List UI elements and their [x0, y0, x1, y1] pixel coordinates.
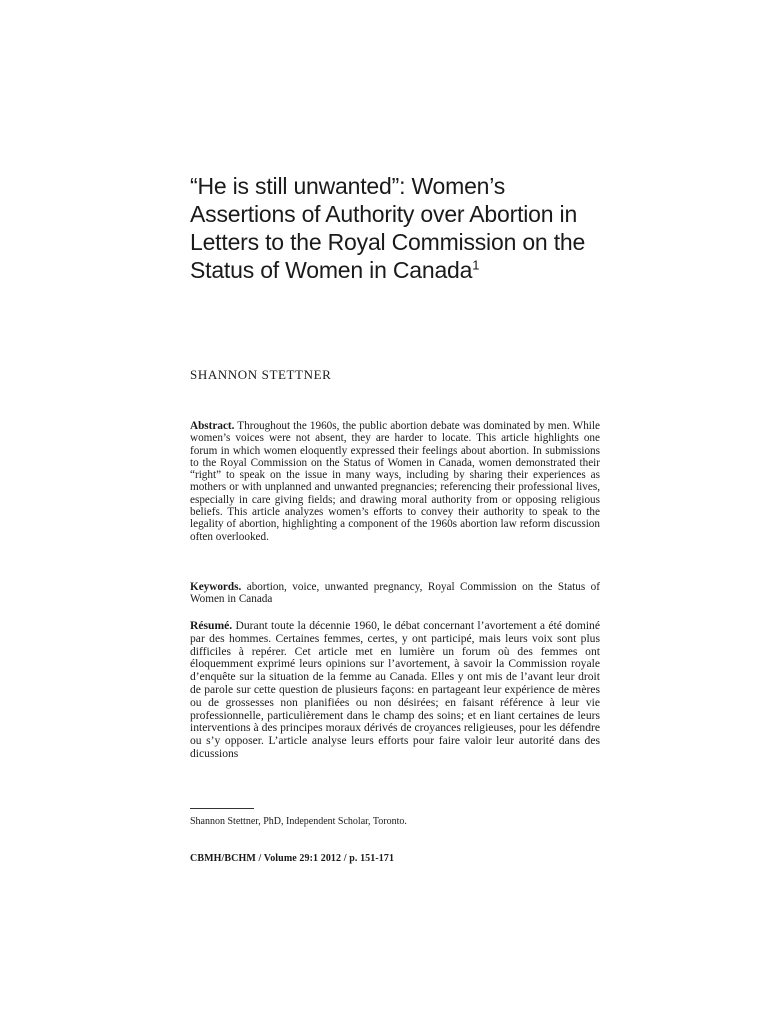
footnote-divider: [190, 808, 254, 809]
author-name: SHANNON STETTNER: [190, 367, 332, 382]
abstract-label: Abstract.: [190, 420, 235, 432]
keywords-text: abortion, voice, unwanted pregnancy, Royal Commission on the Status of Women in Canada: [190, 581, 601, 606]
author-footnote: Shannon Stettner, PhD, Independent Scholar, Toronto.: [190, 816, 407, 827]
resume-label: Résumé.: [190, 619, 233, 632]
title-footnote-marker: 1: [472, 257, 480, 273]
keywords-paragraph: [190, 581, 600, 606]
abstract-paragraph: [190, 420, 600, 543]
abstract-text: Throughout the 1960s, the public abortion debate was dominated by men. While women’s voices were not absent, they are harder to locate. This article highlights one forum in which women eloquently expressed their feelings about abortion. In submissions to the Royal Commission on the Status of Women in Canada, women demonstrated their “right” to speak on the issue in many ways, including by sharing their experiences as mothers or with unplanned and unwanted pregnancies; referencing their professional lives, especially in care giving fields; and drawing moral authority from or opposing religious beliefs. This article analyzes women’s efforts to convey their authority to speak to the legality of abortion, highlighting a component of the 1960s abortion law reform discussion often overlooked.: [190, 420, 600, 543]
resume-paragraph: [190, 620, 600, 761]
resume-text: Durant toute la décennie 1960, le débat concernant l’avortement a été dominé par des hommes. Certaines femmes, certes, y ont participé, mais leurs voix sont plus difficiles à repérer. Cet article met en lumière un forum où des femmes ont éloquemment exprimé leurs opinions sur l’avortement, à savoir la Commission royale d’enquête sur la situation de la femme au Canada. Elles y ont mis de l’avant leur droit de parole sur cette question de plusieurs façons: en partageant leur expérience de mères ou de grossesses non planifiées ou non désirées; en faisant référence à leur vie professionnelle, particulièrement dans le champ des soins; et en liant certaines de leurs interventions à des principes moraux dérivés de croyances religieuses, pour les défendre ou s’y opposer. L’article analyse leurs efforts pour faire valoir leur autorité dans des dicussions: [190, 619, 600, 760]
article-title: [190, 172, 610, 284]
keywords-label: Keywords.: [190, 581, 242, 593]
article-title-text: “He is still unwanted”: Women’s Assertions of Authority over Abortion in Letters to the Royal Commission on the Status of Women in Canada: [190, 173, 586, 283]
journal-citation: CBMH/BCHM / Volume 29:1 2012 / p. 151-171: [190, 853, 395, 864]
